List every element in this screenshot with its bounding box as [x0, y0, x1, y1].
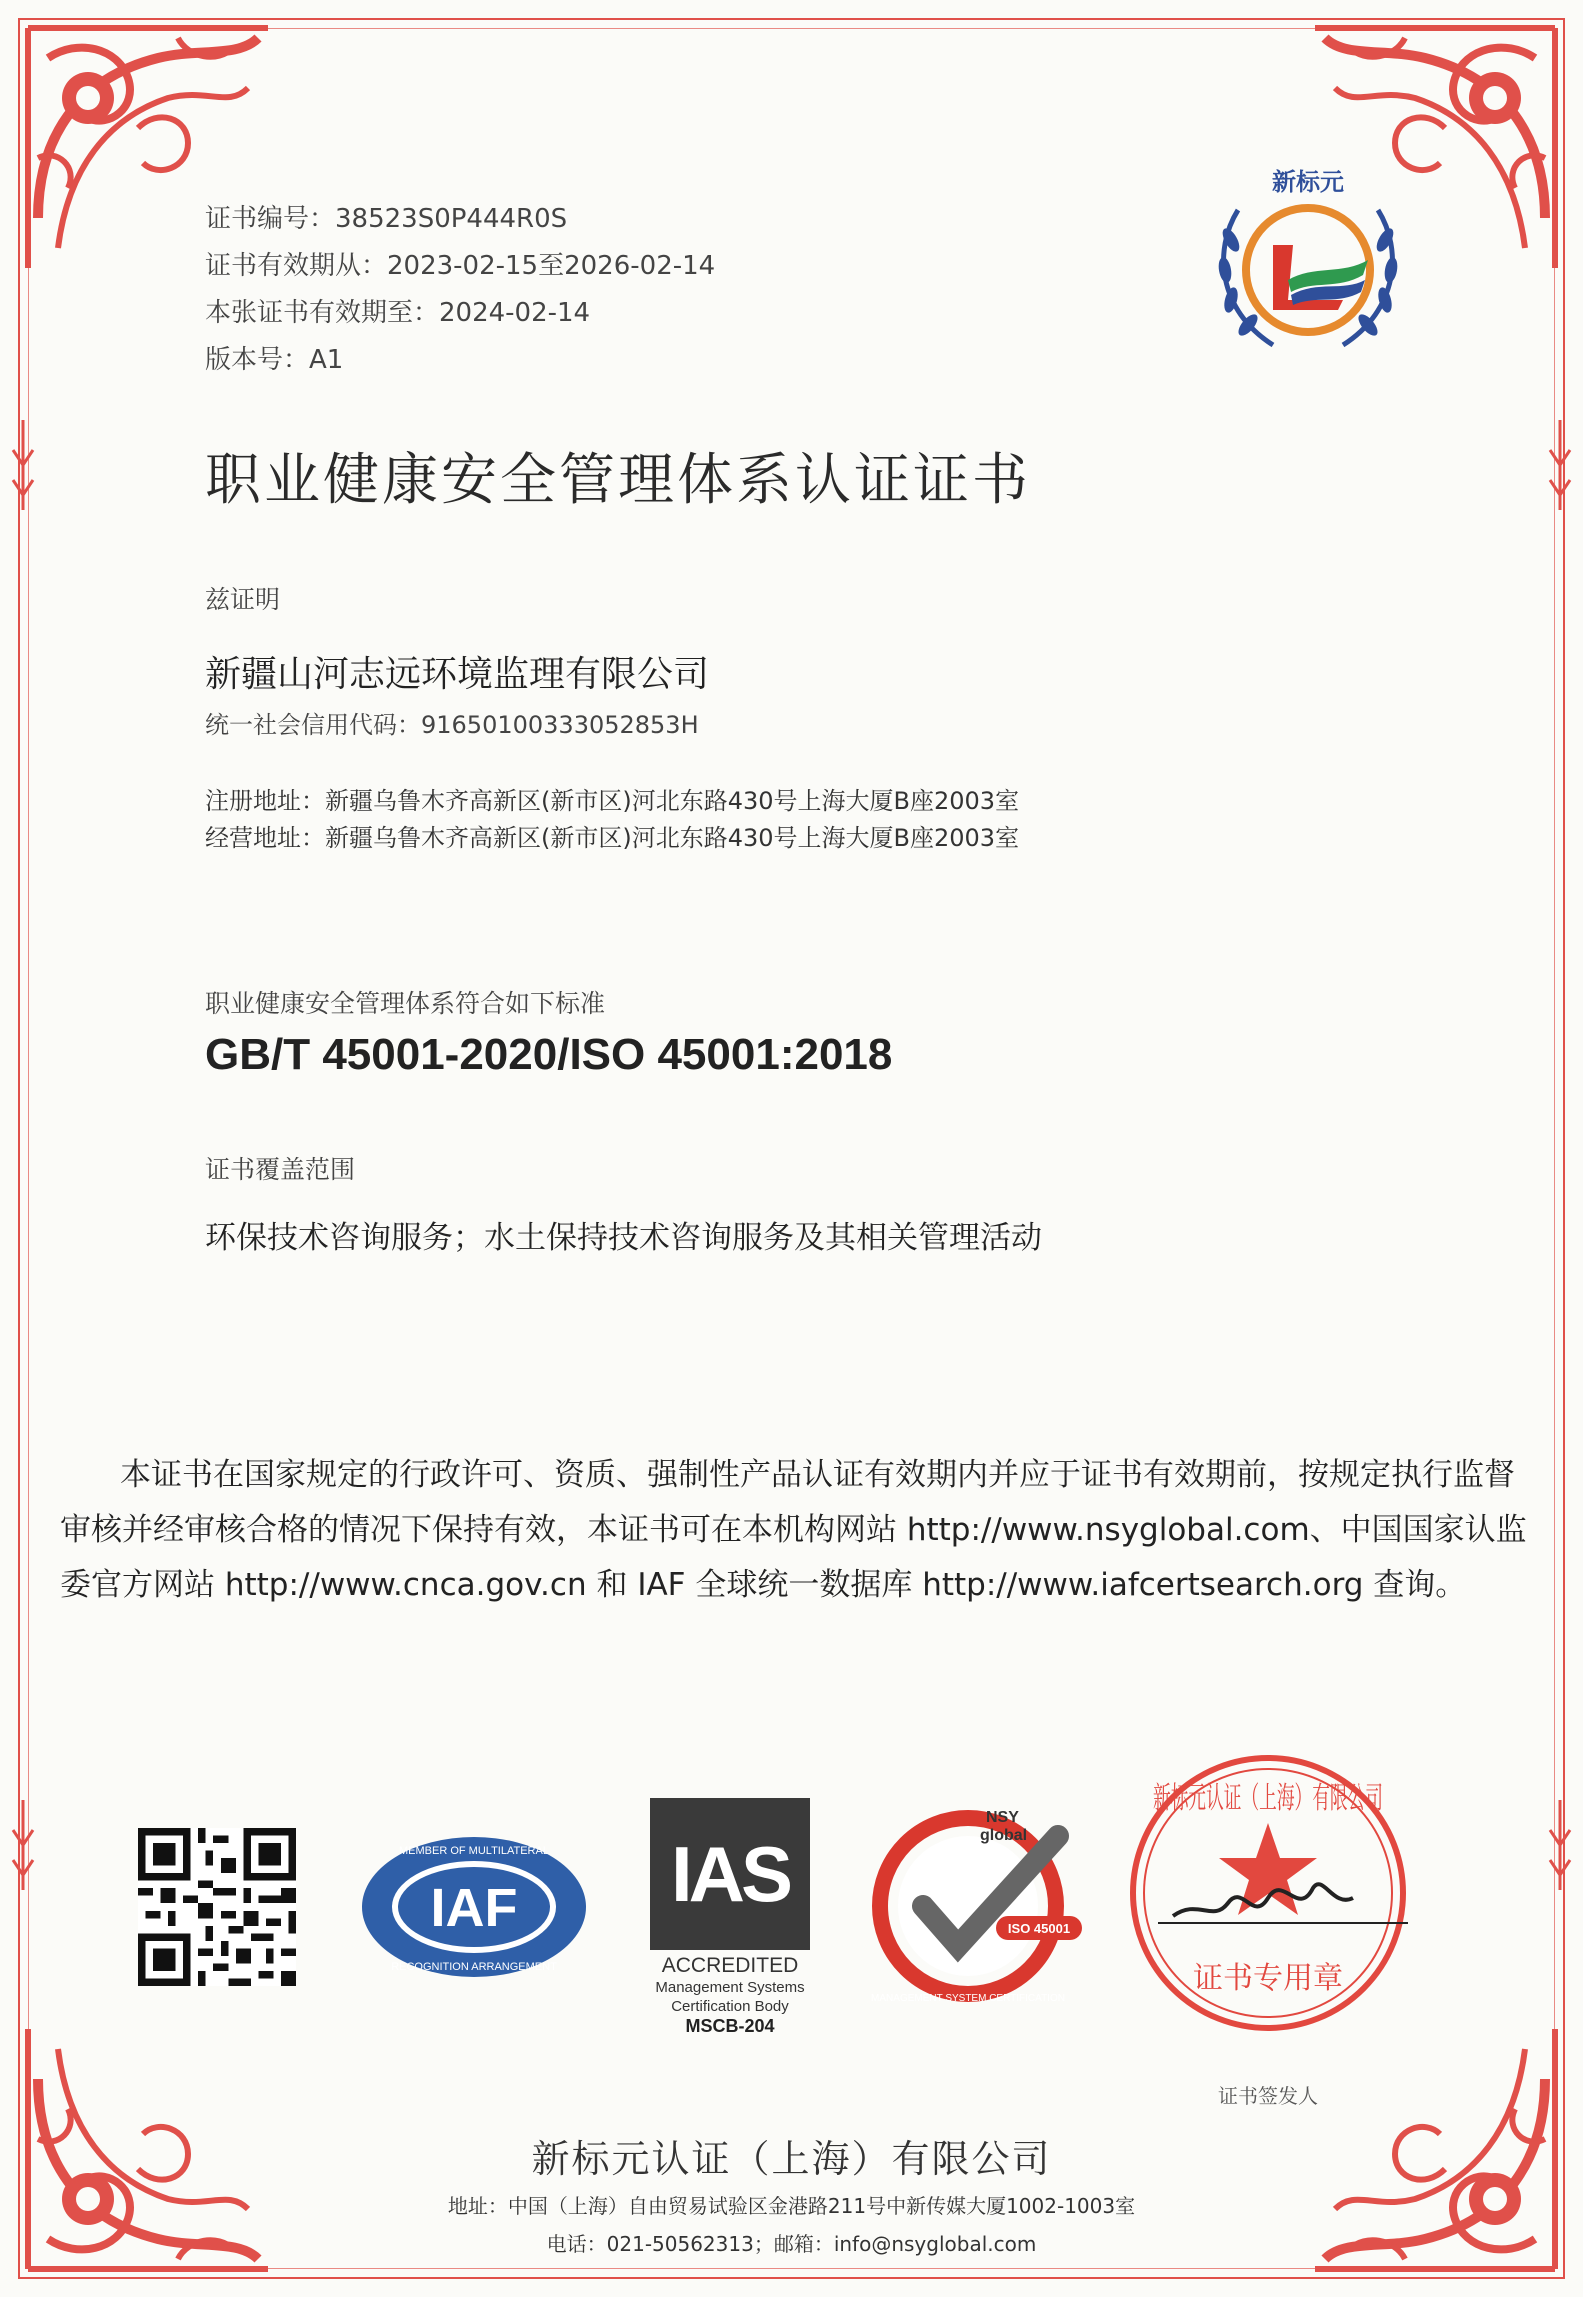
standard-label: 职业健康安全管理体系符合如下标准: [205, 989, 606, 1018]
scope-label: 证书覆盖范围: [205, 1155, 356, 1184]
nsy-top: NSY: [986, 1809, 1019, 1826]
certificate-meta: [205, 196, 715, 384]
footer-company: 新标元认证（上海）有限公司: [531, 2137, 1052, 2181]
nsy-ring: MANAGEMENT SYSTEM CERTIFICATION: [871, 1993, 1065, 2004]
company-name: 新疆山河志远环境监理有限公司: [205, 654, 710, 695]
qr-code-icon: [138, 1828, 296, 1986]
ias-logo: [650, 1798, 810, 2046]
footer-address: 地址：中国（上海）自由贸易试验区金港路211号中新传媒大厦1002-1003室: [447, 2194, 1136, 2218]
certificate-title: 职业健康安全管理体系认证证书: [205, 448, 1031, 513]
side-ornament-icon: [1545, 1800, 1575, 1890]
credit-code: 统一社会信用代码：91650100333052853H: [205, 711, 699, 739]
iaf-logo-icon: [358, 1832, 590, 1982]
signer-label: 证书签发人: [1218, 2084, 1318, 2108]
this-cert-validity: 本张证书有效期至：2024-02-14: [205, 298, 591, 328]
seal-bottom-text: 证书专用章: [1193, 1961, 1343, 1996]
ias-mark: IAS: [650, 1798, 810, 1950]
registered-address: 注册地址：新疆乌鲁木齐高新区(新市区)河北东路430号上海大厦B座2003室: [205, 787, 1020, 815]
nsy-certification-logo-icon: [868, 1796, 1088, 2006]
ias-line2: Certification Body: [671, 1998, 789, 2015]
side-ornament-icon: [8, 1800, 38, 1890]
validity-notice: 本证书在国家规定的行政许可、资质、强制性产品认证有效期内并应于证书有效期前，按规定执行监督审核并经审核合格的情况下保持有效，本证书可在本机构网站 http://www.nsyglobal.com、中国国家认监委官方网站 http://www.cnca.gov.cn 和 IAF 全球统一数据库 http://www.iafcertsearch.org 查询。: [60, 1457, 1527, 1603]
cert-validity: 证书有效期从：2023-02-15至2026-02-14: [205, 251, 716, 281]
iaf-ring-top: MEMBER OF MULTILATERAL: [399, 1845, 549, 1857]
ias-line1: Management Systems: [655, 1979, 805, 1996]
ias-code: MSCB-204: [685, 2016, 775, 2036]
version-number: 版本号：A1: [205, 345, 344, 375]
certify-label: 兹证明: [205, 585, 281, 614]
nsy-global: global: [980, 1827, 1028, 1844]
scope-text: 环保技术咨询服务；水土保持技术咨询服务及其相关管理活动: [205, 1220, 1042, 1256]
seal-ring-text: 新标元认证（上海）有限公司: [1153, 1781, 1383, 1816]
standard-code: GB/T 45001-2020/ISO 45001:2018: [205, 1030, 893, 1079]
iaf-text: IAF: [430, 1878, 518, 1938]
brand-name: 新标元: [1272, 168, 1344, 196]
nsy-badge: ISO 45001: [1007, 1921, 1071, 1936]
side-ornament-icon: [8, 420, 38, 510]
cert-number: 证书编号：38523S0P444R0S: [205, 204, 568, 234]
ias-accredited: ACCREDITED: [661, 1954, 799, 1977]
iaf-ring-bottom: RECOGNITION ARRANGEMENT: [391, 1961, 557, 1973]
side-ornament-icon: [1545, 420, 1575, 510]
brand-logo-icon: [1193, 150, 1423, 360]
company-seal-icon: [1118, 1748, 1418, 2038]
footer-contact: 电话：021-50562313；邮箱：info@nsyglobal.com: [546, 2232, 1037, 2256]
business-address: 经营地址：新疆乌鲁木齐高新区(新市区)河北东路430号上海大厦B座2003室: [205, 824, 1020, 852]
